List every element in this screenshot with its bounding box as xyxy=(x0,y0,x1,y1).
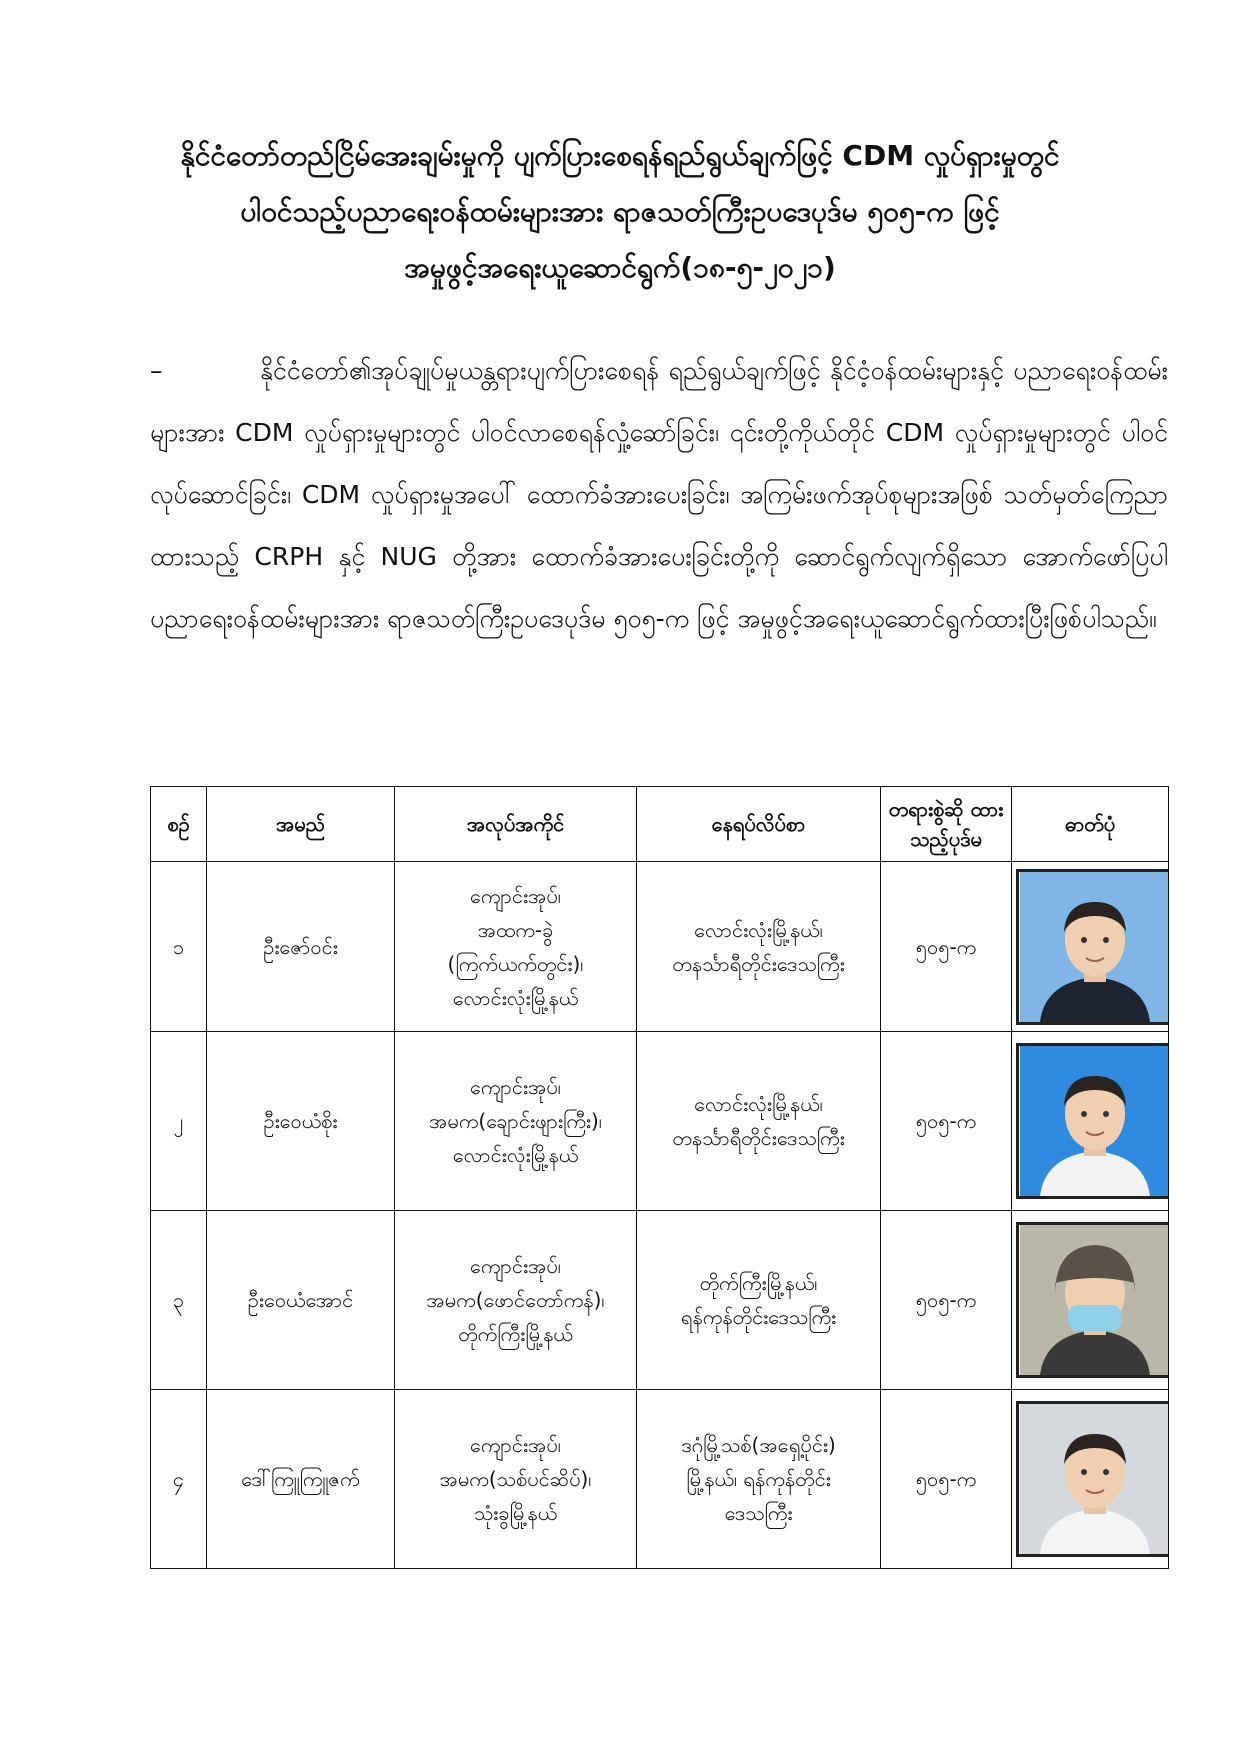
cell-address xyxy=(637,1390,881,1569)
title-line-1: နိုင်ငံတော်တည်ငြိမ်အေးချမ်းမှုကို ပျက်ပြားစေရန်ရည်ရွယ်ချက်ဖြင့် CDM လှုပ်ရှားမှုတွင် xyxy=(180,139,1060,172)
header-name: အမည် xyxy=(207,787,395,862)
header-occupation: အလုပ်အကိုင် xyxy=(395,787,637,862)
address-line: မြို့နယ်၊ ရန်ကုန်တိုင်း xyxy=(686,1467,831,1491)
cell-section: ၅၀၅-က xyxy=(881,862,1012,1032)
header-section xyxy=(881,787,1012,862)
cell-section: ၅၀၅-က xyxy=(881,1211,1012,1390)
occupation-line: ကျောင်းအုပ်၊ xyxy=(470,1075,561,1099)
cell-address xyxy=(637,1211,881,1390)
occupation-line: သုံးခွမြို့နယ် xyxy=(473,1501,558,1525)
cell-section: ၅၀၅-က xyxy=(881,1032,1012,1211)
address-line: လောင်းလုံးမြို့နယ်၊ xyxy=(694,917,823,942)
occupation-line: ကျောင်းအုပ်၊ xyxy=(470,883,561,908)
paragraph-dash: – xyxy=(150,356,163,385)
cell-photo xyxy=(1012,862,1169,1032)
address-line: လောင်းလုံးမြို့နယ်၊ xyxy=(694,1092,823,1116)
title-line-2: ပါဝင်သည့်ပညာရေးဝန်ထမ်းများအား ရာဇသတ်ကြီးဥပဒေပုဒ်မ ၅၀၅-က ဖြင့် xyxy=(240,195,1000,228)
document-title xyxy=(120,128,1120,296)
cell-no: ၁ xyxy=(151,862,207,1032)
table-row xyxy=(151,1032,1169,1211)
cell-name: ဦးဇော်ဝင်း xyxy=(207,862,395,1032)
header-address: နေရပ်လိပ်စာ xyxy=(637,787,881,862)
cell-name: ဒေါ်ကြူကြူဇက် xyxy=(207,1390,395,1569)
person-portrait-photo xyxy=(1016,1043,1169,1199)
address-line: တနင်္သာရီတိုင်းဒေသကြီး xyxy=(672,951,845,976)
occupation-line: အမက(ဖောင်တော်ကန်)၊ xyxy=(426,1288,605,1312)
occupation-line: အမက(ချောင်းဖျားကြီး)၊ xyxy=(429,1109,602,1133)
cell-photo xyxy=(1012,1032,1169,1211)
person-helmet-mask-photo xyxy=(1016,1222,1169,1378)
cell-occupation xyxy=(395,1211,637,1390)
address-line: ဒဂုံမြို့သစ်(အရှေ့ပိုင်း) xyxy=(681,1433,836,1457)
table-row xyxy=(151,1390,1169,1569)
address-line: တိုက်ကြီးမြို့နယ်၊ xyxy=(699,1271,818,1295)
occupation-line: တိုက်ကြီးမြို့နယ် xyxy=(458,1322,573,1346)
header-no: စဉ် xyxy=(151,787,207,862)
occupation-line: အမက(သစ်ပင်ဆိပ်)၊ xyxy=(439,1467,592,1491)
accused-table xyxy=(150,786,1169,1569)
occupation-line: ကျောင်းအုပ်၊ xyxy=(470,1254,561,1278)
cell-no: ၂ xyxy=(151,1032,207,1211)
cell-name: ဦးဝေယံစိုး xyxy=(207,1032,395,1211)
person-portrait-photo xyxy=(1016,869,1169,1025)
cell-address xyxy=(637,1032,881,1211)
person-portrait-photo xyxy=(1016,1401,1169,1557)
table-row xyxy=(151,862,1169,1032)
occupation-line: လောင်းလုံးမြို့နယ် xyxy=(452,1143,579,1167)
table-row xyxy=(151,1211,1169,1390)
occupation-line: လောင်းလုံးမြို့နယ် xyxy=(452,985,579,1010)
table-header-row xyxy=(151,787,1169,862)
cell-no: ၄ xyxy=(151,1390,207,1569)
header-section-line-1: တရားစွဲဆို xyxy=(888,797,964,821)
cell-no: ၃ xyxy=(151,1211,207,1390)
header-section-line-2: ထားသည့်ပုဒ်မ xyxy=(910,797,1004,851)
body-paragraph xyxy=(150,340,1168,650)
cell-name: ဦးဝေယံအောင် xyxy=(207,1211,395,1390)
occupation-line: အထက-ခွဲ xyxy=(477,917,554,942)
address-line: ရန်ကုန်တိုင်းဒေသကြီး xyxy=(680,1305,837,1329)
address-line: တနင်္သာရီတိုင်းဒေသကြီး xyxy=(672,1126,845,1150)
title-line-3: အမှုဖွင့်အရေးယူဆောင်ရွက်(၁၈-၅-၂၀၂၁) xyxy=(404,251,836,284)
cell-occupation xyxy=(395,1390,637,1569)
cell-occupation xyxy=(395,1032,637,1211)
paragraph-text: နိုင်ငံတော်၏အုပ်ချုပ်မှုယန္တရားပျက်ပြားစေရန် ရည်ရွယ်ချက်ဖြင့် နိုင်ငံ့ဝန်ထမ်းများနှင့် ပညာရေးဝန်ထမ်းများအား CDM လှုပ်ရှားမှုများတွင် ပါဝင်လာစေရန်လှုံ့ဆော်ခြင်း၊ ၎င်းတို့ကိုယ်တိုင် CDM လှုပ်ရှားမှုများတွင် ပါဝင်လုပ်ဆောင်ခြင်း၊ CDM လှုပ်ရှားမှုအပေါ် ထောက်ခံအားပေးခြင်း၊ အကြမ်းဖက်အုပ်စုများအဖြစ် သတ်မှတ်ကြေညာထားသည့် CRPH နှင့် NUG တို့အား ထောက်ခံအားပေးခြင်းတို့ကို ဆောင်ရွက်လျက်ရှိသော အောက်ဖော်ပြပါ ပညာရေးဝန်ထမ်းများအား ရာဇသတ်ကြီးဥပဒေပုဒ်မ ၅၀၅-က ဖြင့် အမှုဖွင့်အရေးယူဆောင်ရွက်ထားပြီးဖြစ်ပါသည်။ xyxy=(150,356,1168,633)
header-photo: ဓာတ်ပုံ xyxy=(1012,787,1169,862)
cell-section: ၅၀၅-က xyxy=(881,1390,1012,1569)
cell-occupation xyxy=(395,862,637,1032)
address-line: ဒေသကြီး xyxy=(724,1501,793,1525)
cell-photo xyxy=(1012,1211,1169,1390)
cell-address xyxy=(637,862,881,1032)
cell-photo xyxy=(1012,1390,1169,1569)
occupation-line: (ကြက်ယက်တွင်း)၊ xyxy=(447,951,584,976)
occupation-line: ကျောင်းအုပ်၊ xyxy=(470,1433,561,1457)
